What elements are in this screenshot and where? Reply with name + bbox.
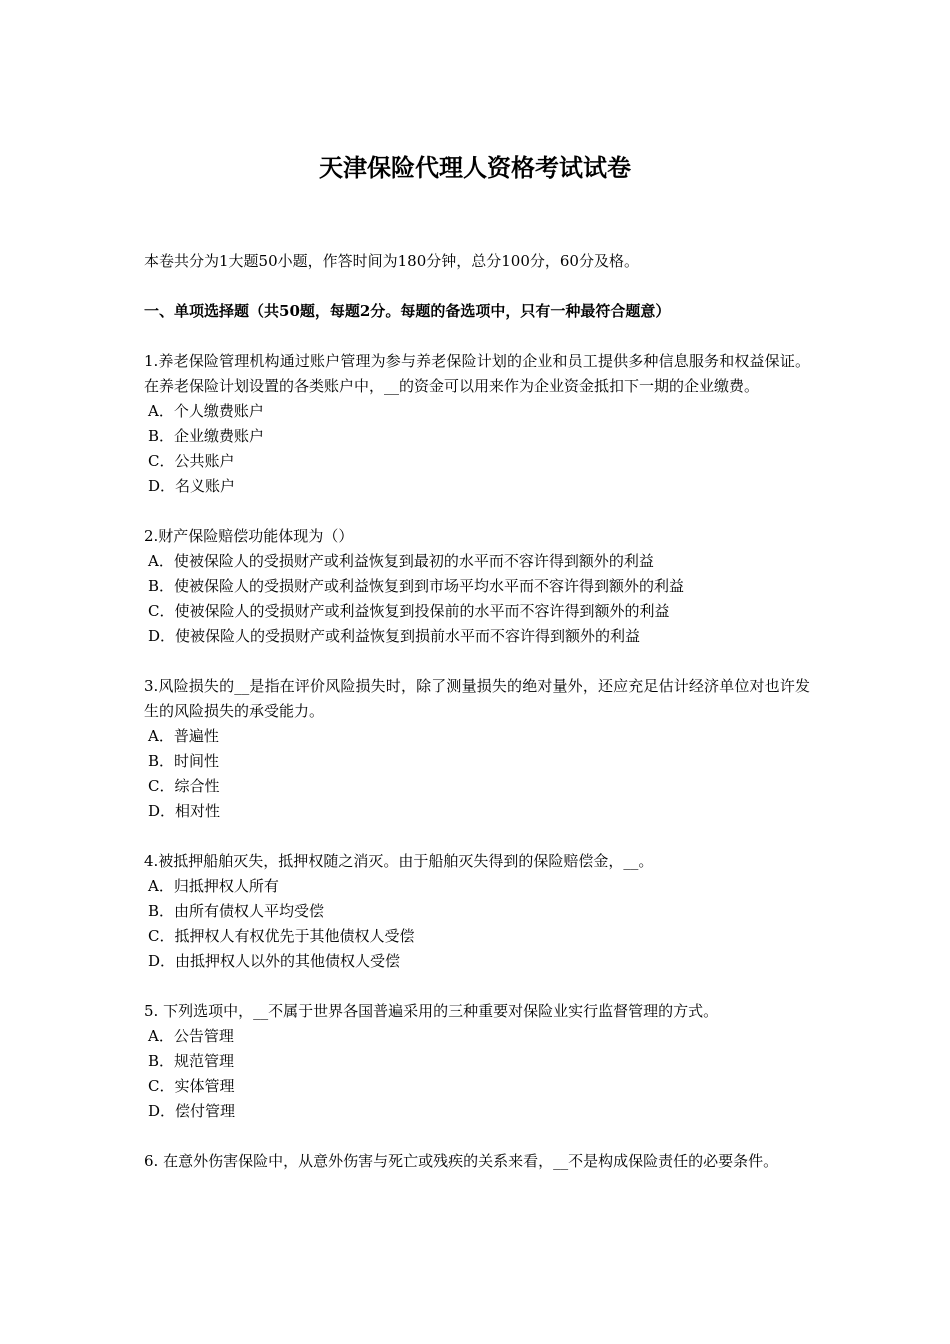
question-stem: 6. 在意外伤害保险中，从意外伤害与死亡或残疾的关系来看，__不是构成保险责任的必要条件。	[144, 1152, 779, 1170]
option-a: A．公告管理	[148, 1027, 234, 1045]
option-c: C．抵押权人有权优先于其他债权人受偿	[148, 927, 415, 945]
option-c: C．实体管理	[148, 1077, 235, 1095]
question-4	[144, 849, 810, 974]
option-d: D．由抵押权人以外的其他债权人受偿	[148, 952, 401, 970]
question-1	[144, 349, 810, 499]
option-b: B．规范管理	[148, 1052, 235, 1070]
question-stem: 3.风险损失的__是指在评价风险损失时，除了测量损失的绝对量外，还应充足估计经济单位对也许发生的风险损失的承受能力。	[144, 677, 810, 720]
document-title: 天津保险代理人资格考试试卷	[319, 153, 631, 182]
question-6	[144, 1149, 810, 1174]
option-d: D．名义账户	[148, 477, 236, 495]
document-body	[144, 249, 810, 1174]
question-stem: 5. 下列选项中，__不属于世界各国普遍采用的三种重要对保险业实行监督管理的方式。	[144, 1002, 719, 1020]
question-stem: 4.被抵押船舶灭失，抵押权随之消灭。由于船舶灭失得到的保险赔偿金，__。	[144, 852, 654, 870]
option-d: D．相对性	[148, 802, 221, 820]
option-a: A．个人缴费账户	[148, 402, 264, 420]
option-d: D．偿付管理	[148, 1102, 236, 1120]
option-a: A．使被保险人的受损财产或利益恢复到最初的水平而不容许得到额外的利益	[148, 552, 654, 570]
option-a: A．归抵押权人所有	[148, 877, 279, 895]
option-c: C．公共账户	[148, 452, 235, 470]
option-c: C．使被保险人的受损财产或利益恢复到投保前的水平而不容许得到额外的利益	[148, 602, 670, 620]
question-2	[144, 524, 810, 649]
exam-intro: 本卷共分为1大题50小题，作答时间为180分钟，总分100分，60分及格。	[144, 252, 639, 270]
section-heading: 一、单项选择题（共50题，每题2分。每题的备选项中，只有一种最符合题意）	[144, 302, 671, 320]
option-a: A．普遍性	[148, 727, 219, 745]
question-5	[144, 999, 810, 1124]
question-stem: 2.财产保险赔偿功能体现为（）	[144, 527, 354, 545]
option-b: B．时间性	[148, 752, 220, 770]
question-3	[144, 674, 810, 824]
option-b: B．企业缴费账户	[148, 427, 265, 445]
option-d: D．使被保险人的受损财产或利益恢复到损前水平而不容许得到额外的利益	[148, 627, 641, 645]
option-c: C．综合性	[148, 777, 220, 795]
question-stem: 1.养老保险管理机构通过账户管理为参与养老保险计划的企业和员工提供多种信息服务和权益保证。在养老保险计划设置的各类账户中，__的资金可以用来作为企业资金抵扣下一期的企业缴费。	[144, 352, 810, 395]
option-b: B．使被保险人的受损财产或利益恢复到到市场平均水平而不容许得到额外的利益	[148, 577, 685, 595]
option-b: B．由所有债权人平均受偿	[148, 902, 325, 920]
